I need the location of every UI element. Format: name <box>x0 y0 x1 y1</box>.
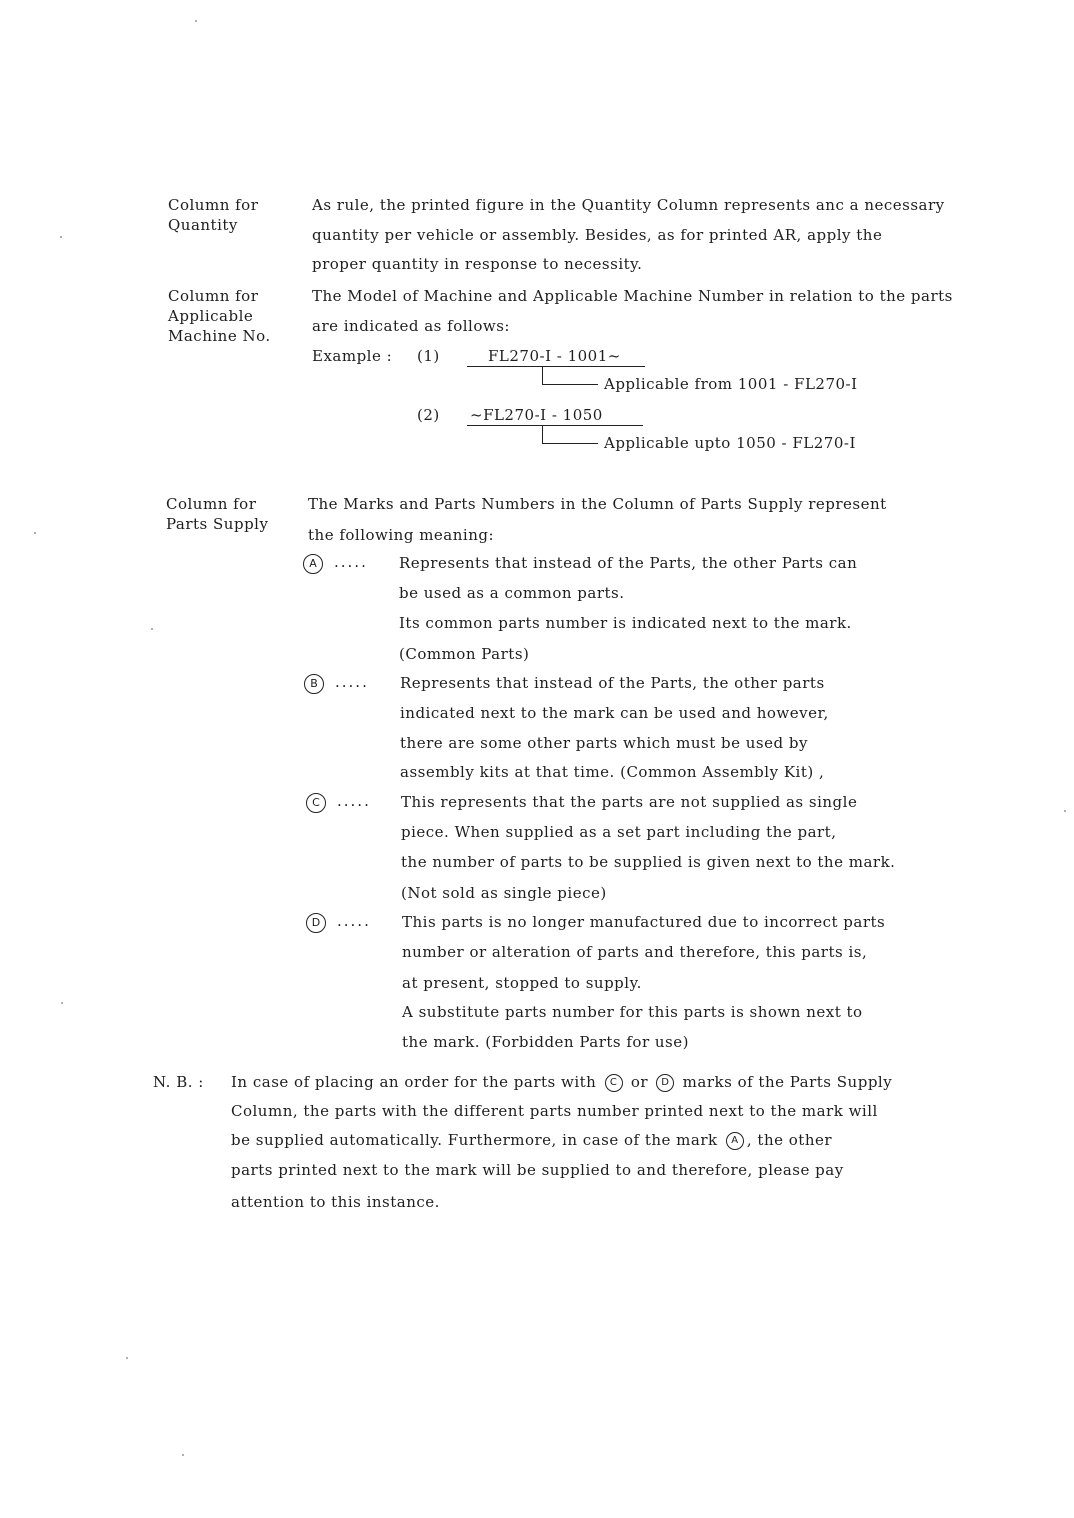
nb-label: N. B. : <box>153 1073 204 1091</box>
mark-d-line-5: the mark. (Forbidden Parts for use) <box>402 1033 689 1051</box>
nb-text: In case of placing an order for the parts with <box>231 1073 597 1091</box>
scan-speck <box>182 1454 184 1456</box>
mark-a-line-1: Represents that instead of the Parts, the other Parts can <box>399 554 858 572</box>
scan-speck <box>34 532 36 534</box>
example-1-description: Applicable from 1001 - FL270-I <box>604 375 858 393</box>
example-2-number: (2) <box>417 406 440 424</box>
mark-d-icon: D <box>306 913 326 933</box>
quantity-label <box>168 195 258 235</box>
example-1-code: FL270-I - 1001~ <box>488 347 621 365</box>
mark-d-line-3: at present, stopped to supply. <box>402 974 642 992</box>
nb-line-4: parts printed next to the mark will be supplied to and therefore, please pay <box>231 1161 844 1179</box>
mark-d-line-1: This parts is no longer manufactured due to incorrect parts <box>402 913 886 931</box>
quantity-line-2: quantity per vehicle or assembly. Besides, as for printed AR, apply the <box>312 226 883 244</box>
mark-c-line-1: This represents that the parts are not supplied as single <box>401 793 858 811</box>
mark-d-icon: D <box>656 1074 674 1092</box>
mark-b-icon: B <box>304 674 324 694</box>
mark-b-dots: ..... <box>335 673 369 691</box>
mark-b-line-4: assembly kits at that time. (Common Assembly Kit) , <box>400 763 825 781</box>
example-1-underline <box>467 366 645 367</box>
scan-speck <box>61 1002 63 1004</box>
example-2-bracket-vertical <box>542 425 543 443</box>
quantity-line-1: As rule, the printed figure in the Quantity Column represents anc a necessary <box>312 196 945 214</box>
label-line: Parts Supply <box>166 515 269 533</box>
mark-b-line-3: there are some other parts which must be used by <box>400 734 808 752</box>
scan-speck <box>60 236 62 238</box>
example-1-bracket-horizontal <box>542 384 598 385</box>
scan-speck <box>126 1357 128 1359</box>
supply-intro-2: the following meaning: <box>308 526 495 544</box>
nb-line-2: Column, the parts with the different parts number printed next to the mark will <box>231 1102 878 1120</box>
nb-line-1 <box>231 1072 892 1092</box>
mark-a-icon: A <box>726 1132 744 1150</box>
mark-a-line-4: (Common Parts) <box>399 645 530 663</box>
mark-c-line-3: the number of parts to be supplied is given next to the mark. <box>401 853 896 871</box>
mark-a-icon: A <box>303 554 323 574</box>
mark-b-line-1: Represents that instead of the Parts, the other parts <box>400 674 825 692</box>
mark-c-icon: C <box>306 793 326 813</box>
scan-speck <box>151 628 153 630</box>
label-line: Column for <box>166 495 257 513</box>
mark-c-icon: C <box>605 1074 623 1092</box>
example-1-number: (1) <box>417 347 440 365</box>
label-line: Column for <box>168 287 259 305</box>
nb-text: be supplied automatically. Furthermore, in case of the mark <box>231 1131 718 1149</box>
example-2-underline <box>467 425 643 426</box>
applicable-line-1: The Model of Machine and Applicable Machine Number in relation to the parts <box>312 287 953 305</box>
example-2-description: Applicable upto 1050 - FL270-I <box>604 434 856 452</box>
mark-d-dots: ..... <box>337 912 371 930</box>
scan-speck <box>1064 810 1066 812</box>
label-line: Applicable <box>168 307 254 325</box>
example-2-bracket-horizontal <box>542 443 598 444</box>
mark-c-line-2: piece. When supplied as a set part including the part, <box>401 823 837 841</box>
mark-a-dots: ..... <box>334 553 368 571</box>
scan-speck <box>195 20 197 22</box>
applicable-label <box>168 286 271 346</box>
label-line: Machine No. <box>168 327 271 345</box>
quantity-line-3: proper quantity in response to necessity. <box>312 255 643 273</box>
mark-a-line-2: be used as a common parts. <box>399 584 625 602</box>
label-line: Column for <box>168 196 259 214</box>
mark-b-line-2: indicated next to the mark can be used and however, <box>400 704 829 722</box>
nb-text: or <box>630 1073 649 1091</box>
mark-d-line-2: number or alteration of parts and therefore, this parts is, <box>402 943 868 961</box>
applicable-line-2: are indicated as follows: <box>312 317 510 335</box>
label-line: Quantity <box>168 216 238 234</box>
example-1-bracket-vertical <box>542 366 543 384</box>
nb-text: marks of the Parts Supply <box>682 1073 893 1091</box>
nb-line-3 <box>231 1130 832 1150</box>
mark-d-line-4: A substitute parts number for this parts is shown next to <box>402 1003 863 1021</box>
mark-c-dots: ..... <box>337 792 371 810</box>
example-2-code: ~FL270-I - 1050 <box>470 406 603 424</box>
mark-a-line-3: Its common parts number is indicated next to the mark. <box>399 614 852 632</box>
nb-text: , the other <box>746 1131 833 1149</box>
nb-line-5: attention to this instance. <box>231 1193 440 1211</box>
mark-c-line-4: (Not sold as single piece) <box>401 884 607 902</box>
supply-intro-1: The Marks and Parts Numbers in the Column of Parts Supply represent <box>308 495 887 513</box>
example-label: Example : <box>312 347 393 365</box>
supply-label <box>166 494 268 534</box>
